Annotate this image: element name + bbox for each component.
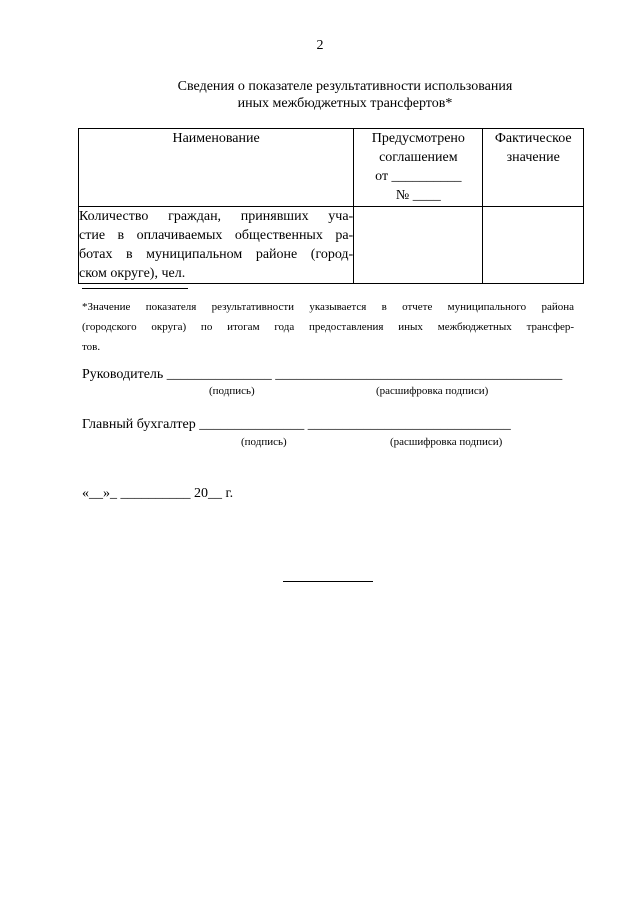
table-header-row (79, 129, 584, 207)
header-actual-line: значение (506, 150, 560, 165)
title-line-2: иных межбюджетных трансфертов* (237, 96, 453, 111)
footnote-separator (82, 288, 188, 289)
header-name: Наименование (79, 129, 354, 207)
footnote (82, 297, 574, 357)
row-name-line: Количество граждан, принявших уча- (79, 209, 354, 224)
header-planned-line: № ____ (395, 188, 441, 203)
indicator-table (78, 128, 584, 284)
header-actual (483, 129, 584, 207)
table-row (79, 207, 584, 284)
footnote-line: тов. (82, 341, 101, 353)
head-decode-caption: (расшифровка подписи) (376, 385, 489, 397)
accountant-signature-line: Главный бухгалтер _______________ _____________________________ (82, 417, 511, 432)
row-name-line: ском округе), чел. (79, 266, 186, 281)
page-number: 2 (316, 38, 324, 53)
header-actual-line: Фактическое (494, 131, 572, 146)
document-title (0, 78, 640, 112)
header-planned-line: соглашением (379, 150, 458, 165)
row-indicator-name (79, 207, 354, 284)
date-line: «__»_ __________ 20__ г. (82, 486, 234, 501)
title-line-1: Сведения о показателе результативности использования (177, 79, 513, 94)
row-name-line: ботах в муниципальном районе (город- (79, 247, 354, 262)
header-planned-line: от __________ (375, 169, 462, 184)
head-sign-caption: (подпись) (209, 385, 255, 397)
end-separator (283, 581, 373, 582)
row-planned-value (354, 207, 483, 284)
header-planned (354, 129, 483, 207)
row-name-line: стие в оплачиваемых общественных ра- (79, 228, 354, 243)
footnote-line: *Значение показателя результативности указывается в отчете муниципального района (82, 301, 574, 313)
accountant-decode-caption: (расшифровка подписи) (390, 436, 503, 448)
accountant-sign-caption: (подпись) (241, 436, 287, 448)
footnote-line: (городского округа) по итогам года предоставления иных межбюджетных трансфер- (82, 321, 574, 333)
row-actual-value (483, 207, 584, 284)
header-planned-line: Предусмотрено (371, 131, 465, 146)
head-signature-line: Руководитель _______________ _________________________________________ (82, 367, 563, 382)
